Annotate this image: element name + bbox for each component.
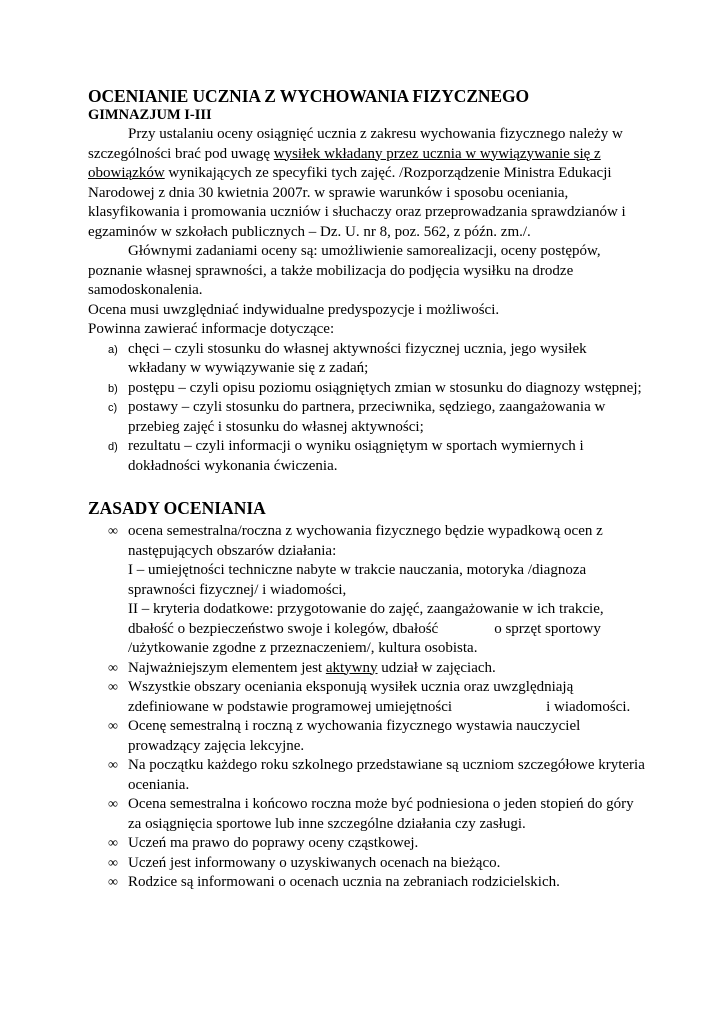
list-marker: a) [108,343,118,356]
list-item-text: postawy – czyli stosunku do partnera, przeciwnika, sędziego, zaangażowania w przebieg zajęć i stosunku do własnej aktywności; [128,399,606,435]
rule-text: I – umiejętności techniczne nabyte w trakcie nauczania, motoryka /diagnoza sprawności fizycznej/ i wiadomości, [128,562,587,598]
list-item [88,873,648,893]
document-subtitle: GIMNAZJUM I-III [88,107,212,123]
intro-underlined-text: wysiłek wkładany przez ucznia w wywiązywanie się z obowiązków [88,145,601,181]
individual-paragraph: Ocena musi uwzględniać indywidualne predyspozycje i możliwości. [88,301,500,318]
rule-underlined-text: aktywny [325,659,378,676]
infinity-bullet-icon: ∞ [108,875,118,890]
list-item [88,659,648,679]
list-item-text: rezultatu – czyli informacji o wyniku osiągniętym w sportach wymiernych i dokładności wykonania ćwiczenia. [128,438,584,474]
list-item [88,678,648,717]
list-item [88,795,648,834]
list-item [88,522,648,659]
list-item [88,437,648,476]
rule-text: udział w zajęciach. [377,659,496,676]
rule-text: Uczeń ma prawo do poprawy oceny cząstkowej. [128,835,419,851]
contains-paragraph: Powinna zawierać informacje dotyczące: [88,321,335,337]
rule-text: o sprzęt sportowy /użytkowanie zgodne z przeznaczeniem/, kultura osobista. [128,620,601,656]
infinity-bullet-icon: ∞ [108,836,118,851]
section-title: ZASADY OCENIANIA [88,498,266,518]
list-item [88,379,648,399]
intro-text-part2: wynikających ze specyfiki tych zajęć. /Rozporządzenie Ministra Edukacji Narodowej z dnia 30 kwietnia 2007r. w sprawie warunków i sposobu oceniania, klasyfikowania i promowania uczniów i słuchaczy oraz przeprowadzania sprawdzianów i egzaminów w szkołach publicznych – Dz. U. nr 8, poz. 562, z późn. zm./. [88,165,626,240]
list-item-text: postępu – czyli opisu poziomu osiągniętych zmian w stosunku do diagnozy wstępnej; [128,379,642,396]
document-title: OCENIANIE UCZNIA Z WYCHOWANIA FIZYCZNEGO [88,86,530,106]
infinity-bullet-icon: ∞ [108,680,118,695]
rule-text: Ocenę semestralną i roczną z wychowania fizycznego wystawia nauczyciel prowadzący zajęcia lekcyjne. [128,718,581,754]
infinity-bullet-icon: ∞ [108,660,118,676]
intro-paragraph [88,125,648,242]
infinity-bullet-icon: ∞ [108,719,118,734]
rule-text: Uczeń jest informowany o uzyskiwanych ocenach na bieżąco. [128,854,501,871]
rule-text: ocena semestralna/roczna z wychowania fizycznego będzie wypadkową ocen z następujących obszarów działania: [128,523,603,559]
goals-paragraph: Głównymi zadaniami oceny są: umożliwienie samorealizacji, oceny postępów, poznanie własnej sprawności, a także mobilizacja do podjęcia wysiłku na drodze samodoskonalenia. [88,243,601,298]
rule-text: Rodzice są informowani o ocenach ucznia na zebraniach rodzicielskich. [128,874,560,890]
document-content [88,86,648,893]
list-item [88,340,648,379]
rule-text: i wiadomości. [546,698,631,715]
infinity-bullet-icon: ∞ [108,797,118,812]
rule-text: Najważniejszym elementem jest [128,659,326,676]
list-item-text: chęci – czyli stosunku do własnej aktywności fizycznej ucznia, jego wysiłek wkładany w wywiązywanie się z zadań; [128,340,587,376]
list-marker: b) [108,382,118,395]
infinity-bullet-icon: ∞ [108,855,118,871]
list-item [88,756,648,795]
list-marker: d) [108,441,118,453]
infinity-bullet-icon: ∞ [108,524,118,539]
rules-list [88,522,648,893]
rule-text: Wszystkie obszary oceniania eksponują wysiłek ucznia oraz uwzględniają zdefiniowane w podstawie programowej umiejętności [128,679,574,715]
rule-text: Ocena semestralna i końcowo roczna może być podniesiona o jeden stopień do góry za osiągnięcia sportowe lub inne szczególne działania czy zasługi. [128,796,634,832]
rule-text: Na początku każdego roku szkolnego przedstawiane są uczniom szczegółowe kryteria oceniania. [128,757,645,793]
list-item [88,854,648,874]
list-marker: c) [108,402,118,414]
rule-text: II – kryteria dodatkowe: przygotowanie do zajęć, zaangażowanie w ich trakcie, dbałość o bezpieczeństwo swoje i kolegów, dbałość [128,601,604,637]
list-item [88,717,648,756]
list-item [88,398,648,437]
intro-text-part1: Przy ustalaniu oceny osiągnięć ucznia z zakresu wychowania fizycznego należy w szczególności brać pod uwagę [88,126,623,162]
infinity-bullet-icon: ∞ [108,758,118,773]
criteria-list [88,340,648,477]
list-item [88,834,648,854]
